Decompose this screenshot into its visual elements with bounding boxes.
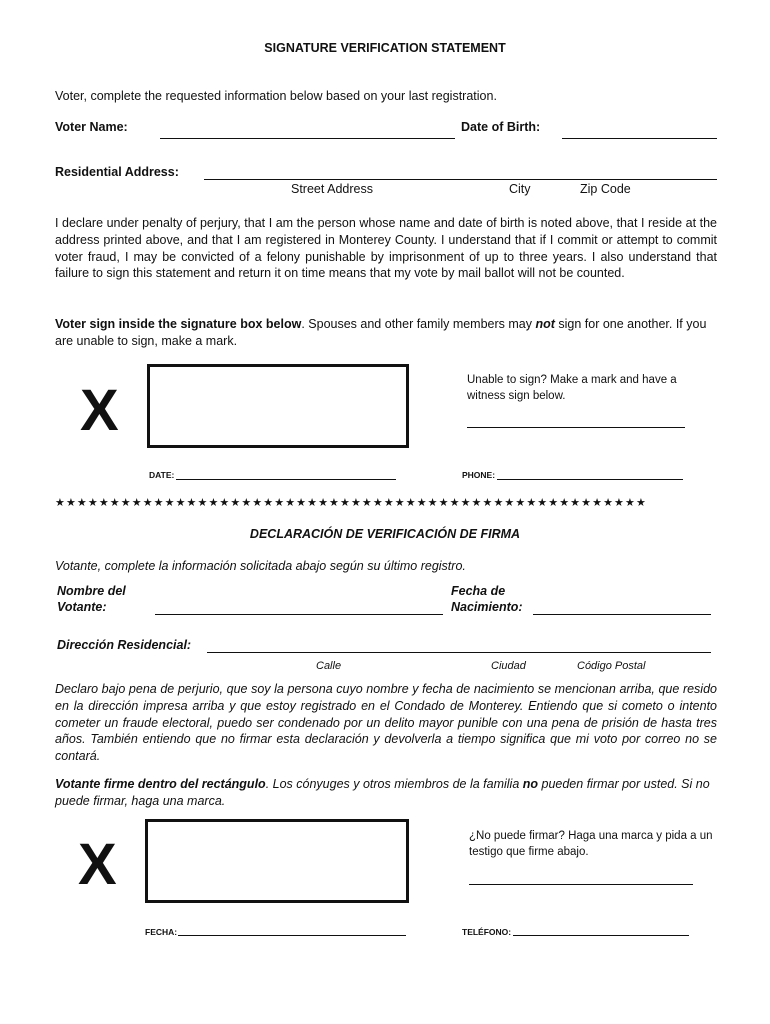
english-intro: Voter, complete the requested information below based on your last registration. [55, 89, 497, 103]
dob-label: Date of Birth: [461, 120, 541, 134]
spanish-zip-label: Código Postal [577, 660, 646, 672]
spanish-voter-name-label-1: Nombre del [57, 584, 126, 598]
star-separator: ★★★★★★★★★★★★★★★★★★★★★★★★★★★★★★★★★★★★★★★★★★★★★★★★★★★★★★ [55, 497, 647, 509]
sign-instruction-not: not [535, 317, 555, 331]
sign-instruction-bold: Voter sign inside the signature box below [55, 317, 302, 331]
spanish-date-field[interactable] [178, 935, 406, 936]
spanish-dob-label-2: Nacimiento: [451, 600, 523, 614]
spanish-title: DECLARACIÓN DE VERIFICACIÓN DE FIRMA [249, 527, 521, 541]
spanish-address-field[interactable] [207, 652, 711, 653]
spanish-intro: Votante, complete la información solicitada abajo según su último registro. [55, 559, 466, 573]
phone-label: PHONE: [462, 470, 496, 480]
spanish-signature-box[interactable] [145, 819, 409, 903]
phone-field[interactable] [497, 479, 683, 480]
date-label: DATE: [149, 470, 175, 480]
spanish-x-mark: X [78, 832, 117, 897]
spanish-city-label: Ciudad [491, 660, 526, 672]
voter-name-label: Voter Name: [55, 120, 128, 134]
street-label: Street Address [291, 182, 373, 196]
unable-to-sign-note: Unable to sign? Make a mark and have a witness sign below. [467, 374, 677, 402]
signature-box[interactable] [147, 364, 409, 448]
date-field[interactable] [176, 479, 396, 480]
spanish-sign-instructions [55, 776, 717, 810]
sign-instruction-mid: . Spouses and other family members may [301, 317, 536, 331]
city-label: City [509, 182, 531, 196]
spanish-voter-name-label-2: Votante: [57, 600, 107, 614]
spanish-declaration: Declaro bajo pena de perjurio, que soy la persona cuyo nombre y fecha de nacimiento se mencionan arriba, que resido en la dirección impresa arriba y que estoy registrado en el Condado de Monterey. Entiendo que si cometo o intento cometer un fraude electoral, puedo ser condenado por un delito mayor punible con una pena de prisión de hasta tres años. También entiendo que no firmar esta declaración y devolverla a tiempo significa que mi voto por correo no se contará. [55, 682, 717, 764]
address-label: Residential Address: [55, 165, 179, 179]
spanish-date-label: FECHA: [145, 927, 178, 937]
sign-instruction-end: sign for one another. If you are unable to sign, make a mark. [55, 317, 707, 348]
spanish-dob-field[interactable] [533, 614, 711, 615]
english-declaration: I declare under penalty of perjury, that I am the person whose name and date of birth is noted above, that I reside at the address printed above, and that I am registered in Monterey County. I understand that if I commit or attempt to commit voter fraud, I may be convicted of a felony punishable by imprisonment of up to three years. I also understand that failure to sign this statement and return it on time means that my vote by mail ballot will not be counted. [55, 216, 717, 281]
address-field[interactable] [204, 179, 717, 180]
spanish-unable-to-sign-note: ¿No puede firmar? Haga una marca y pida a un testigo que firme abajo. [469, 830, 713, 858]
english-sign-instructions [55, 316, 717, 350]
spanish-phone-label: TELÉFONO: [462, 927, 512, 937]
dob-field[interactable] [562, 138, 717, 139]
spanish-phone-field[interactable] [513, 935, 689, 936]
spanish-voter-name-field[interactable] [155, 614, 443, 615]
zip-label: Zip Code [580, 182, 631, 196]
spanish-street-label: Calle [316, 660, 342, 672]
spanish-sign-instruction-end: pueden firmar por usted. Si no puede firmar, haga una marca. [55, 777, 710, 808]
witness-signature-line[interactable] [467, 427, 685, 428]
voter-name-field[interactable] [160, 138, 455, 139]
spanish-sign-instruction-mid: . Los cónyuges y otros miembros de la familia [265, 777, 523, 791]
spanish-address-label: Dirección Residencial: [57, 638, 192, 652]
spanish-sign-instruction-no: no [522, 777, 539, 791]
x-mark: X [80, 378, 119, 443]
spanish-witness-signature-line[interactable] [469, 884, 693, 885]
english-title: SIGNATURE VERIFICATION STATEMENT [264, 41, 506, 55]
spanish-dob-label-1: Fecha de [451, 584, 506, 598]
spanish-sign-instruction-bold: Votante firme dentro del rectángulo [55, 777, 266, 791]
